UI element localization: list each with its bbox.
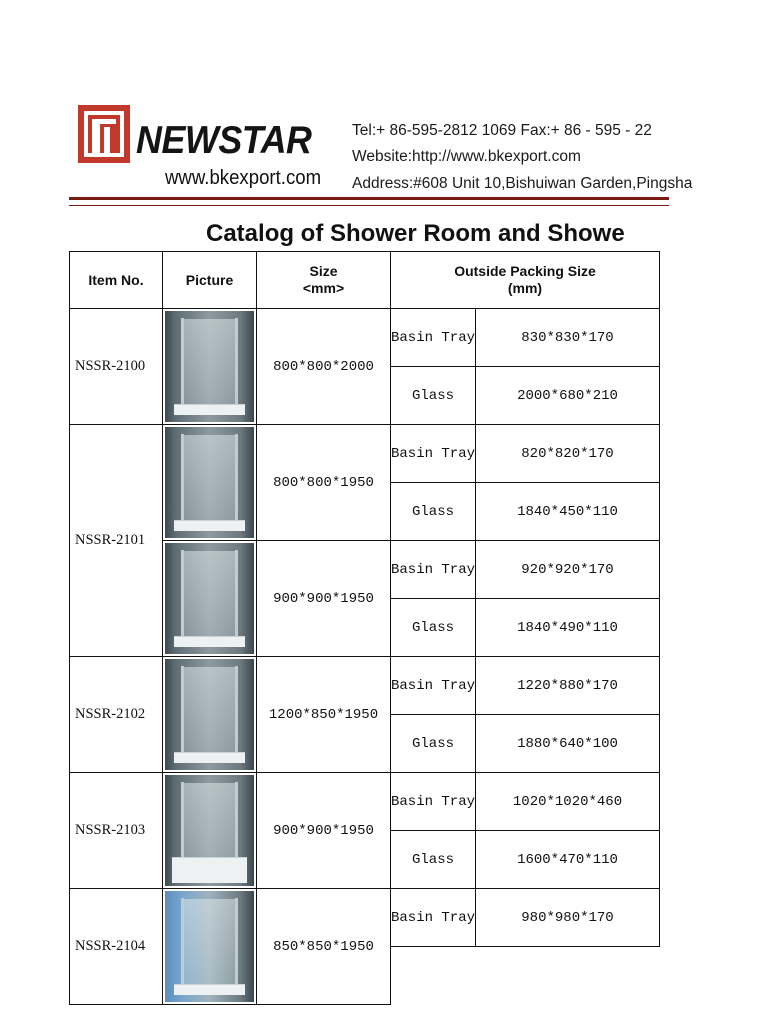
pack-dimension: 920*920*170 (475, 540, 660, 599)
size-value: 900*900*1950 (256, 540, 391, 657)
brand-url: www.bkexport.com (165, 167, 322, 189)
product-picture (162, 656, 257, 773)
pack-dimension: 820*820*170 (475, 424, 660, 483)
item-number: NSSR-2102 (69, 656, 163, 773)
pack-part: Glass (390, 598, 476, 657)
size-value: 800*800*2000 (256, 308, 391, 425)
catalog-table (69, 251, 689, 1011)
pack-part: Basin Tray (390, 424, 476, 483)
product-picture (162, 424, 257, 541)
pack-dimension: 1840*490*110 (475, 598, 660, 657)
contact-tel-fax: Tel:+ 86-595-2812 1069 Fax:+ 86 - 595 - 22 (352, 122, 652, 139)
pack-part: Glass (390, 830, 476, 889)
pack-part: Basin Tray (390, 772, 476, 831)
header-divider-thin (69, 205, 669, 206)
pack-dimension: 1840*450*110 (475, 482, 660, 541)
shower-room-photo (165, 775, 254, 886)
shower-room-photo (165, 543, 254, 654)
product-picture (162, 540, 257, 657)
pack-part: Glass (390, 366, 476, 425)
pack-dimension: 2000*680*210 (475, 366, 660, 425)
shower-room-photo (165, 891, 254, 1002)
pack-dimension: 1220*880*170 (475, 656, 660, 715)
pack-part: Glass (390, 714, 476, 773)
contact-website: Website:http://www.bkexport.com (352, 148, 581, 165)
pack-dimension: 830*830*170 (475, 308, 660, 367)
pack-part: Basin Tray (390, 308, 476, 367)
catalog-title: Catalog of Shower Room and Showe (206, 220, 625, 247)
pack-dimension: 1020*1020*460 (475, 772, 660, 831)
pack-dimension: 1880*640*100 (475, 714, 660, 773)
header-packing-size: Outside Packing Size (mm) (390, 251, 660, 309)
pack-part: Basin Tray (390, 540, 476, 599)
size-value: 850*850*1950 (256, 888, 391, 1005)
size-value: 900*900*1950 (256, 772, 391, 889)
pack-part: Glass (390, 482, 476, 541)
pack-dimension: 980*980*170 (475, 888, 660, 947)
contact-address: Address:#608 Unit 10,Bishuiwan Garden,Pingsha (352, 175, 693, 192)
brand-name: NEWSTAR (136, 119, 312, 162)
size-value: 800*800*1950 (256, 424, 391, 541)
shower-room-photo (165, 311, 254, 422)
pack-part: Basin Tray (390, 656, 476, 715)
header-picture: Picture (162, 251, 257, 309)
pack-part: Basin Tray (390, 888, 476, 947)
item-number: NSSR-2100 (69, 308, 163, 425)
item-number: NSSR-2103 (69, 772, 163, 889)
product-picture (162, 772, 257, 889)
header-item-no: Item No. (69, 251, 163, 309)
product-picture (162, 308, 257, 425)
item-number: NSSR-2104 (69, 888, 163, 1005)
header-size: Size <mm> (256, 251, 391, 309)
pack-dimension: 1600*470*110 (475, 830, 660, 889)
item-number: NSSR-2101 (69, 424, 163, 657)
newstar-logo-icon (78, 105, 130, 163)
shower-room-photo (165, 427, 254, 538)
header-divider-thick (69, 197, 669, 200)
size-value: 1200*850*1950 (256, 656, 391, 773)
product-picture (162, 888, 257, 1005)
shower-room-photo (165, 659, 254, 770)
